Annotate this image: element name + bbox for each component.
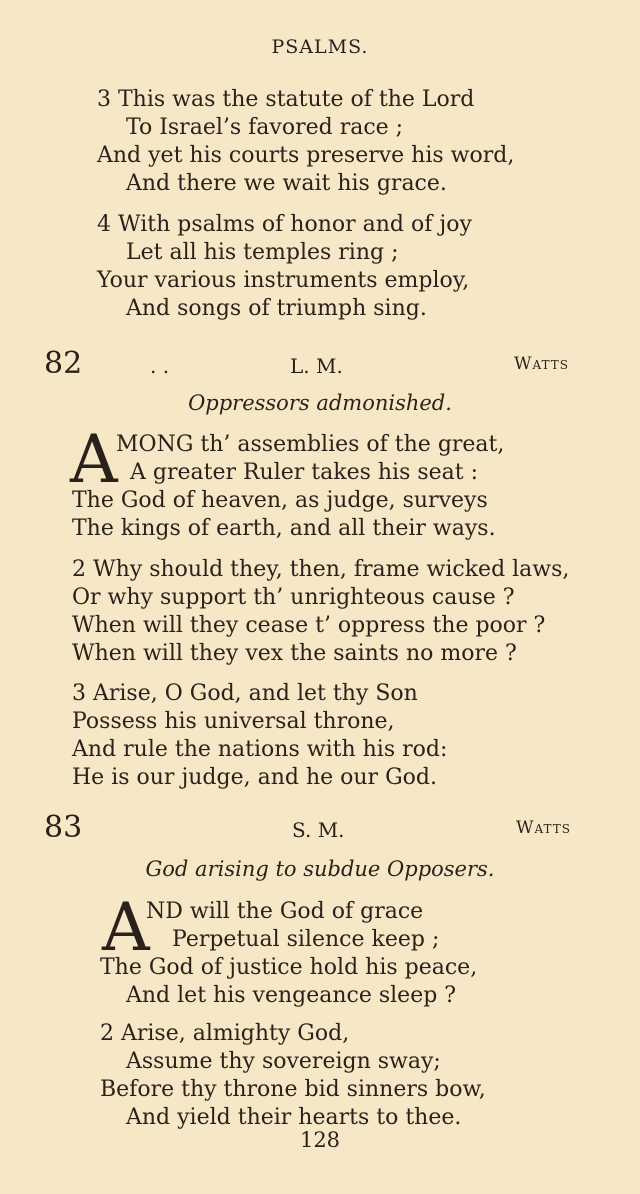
page-number: 128 [299, 1128, 341, 1152]
verse-line: 4 With psalms of honor and of joy [97, 212, 472, 237]
verse-line: Possess his universal throne, [72, 709, 395, 734]
verse-line: Let all his temples ring ; [126, 240, 399, 265]
drop-cap: A [70, 421, 118, 498]
verse-line: Before thy throne bid sinners bow, [100, 1077, 486, 1102]
verse-line: 3 This was the statute of the Lord [97, 87, 475, 112]
hymn-title: Oppressors admonished. [188, 391, 452, 415]
verse-line: To Israel’s favored race ; [126, 115, 404, 140]
hymn-author: Watts [514, 354, 569, 374]
verse-line: The God of justice hold his peace, [100, 955, 478, 980]
verse-line: Or why support th’ unrighteous cause ? [72, 585, 515, 610]
verse-line: And there we wait his grace. [126, 171, 447, 196]
verse-line: Perpetual silence keep ; [172, 927, 440, 952]
verse-line: 2 Why should they, then, frame wicked laws, [72, 557, 570, 582]
verse-line: The God of heaven, as judge, surveys [72, 488, 488, 513]
hymn-number: 83 [44, 810, 83, 845]
verse-line: MONG th’ assemblies of the great, [116, 432, 505, 457]
hymn-meter: L. M. [290, 354, 343, 378]
verse-line: And yield their hearts to thee. [126, 1105, 462, 1130]
verse-line: And yet his courts preserve his word, [97, 143, 515, 168]
verse-line: He is our judge, and he our God. [72, 765, 437, 790]
hymn-author: Watts [516, 818, 571, 838]
verse-line: And let his vengeance sleep ? [126, 983, 457, 1008]
verse-line: Assume thy sovereign sway; [126, 1049, 441, 1074]
verse-line: When will they vex the saints no more ? [72, 641, 517, 666]
verse-line: 3 Arise, O God, and let thy Son [72, 681, 418, 706]
verse-line: And rule the nations with his rod: [72, 737, 448, 762]
ornament-dots: . . [150, 354, 170, 378]
verse-line: 2 Arise, almighty God, [100, 1021, 350, 1046]
hymn-meter: S. M. [292, 818, 345, 842]
verse-line: And songs of triumph sing. [126, 296, 427, 321]
verse-line: The kings of earth, and all their ways. [72, 516, 496, 541]
verse-line: A greater Ruler takes his seat : [130, 460, 479, 485]
verse-line: When will they cease t’ oppress the poor ? [72, 613, 546, 638]
running-header: PSALMS. [271, 36, 369, 58]
hymn-number: 82 [44, 346, 83, 381]
hymn-title: God arising to subdue Opposers. [145, 857, 495, 881]
verse-line: Your various instruments employ, [97, 268, 470, 293]
drop-cap: A [102, 889, 150, 966]
verse-line: ND will the God of grace [146, 899, 424, 924]
